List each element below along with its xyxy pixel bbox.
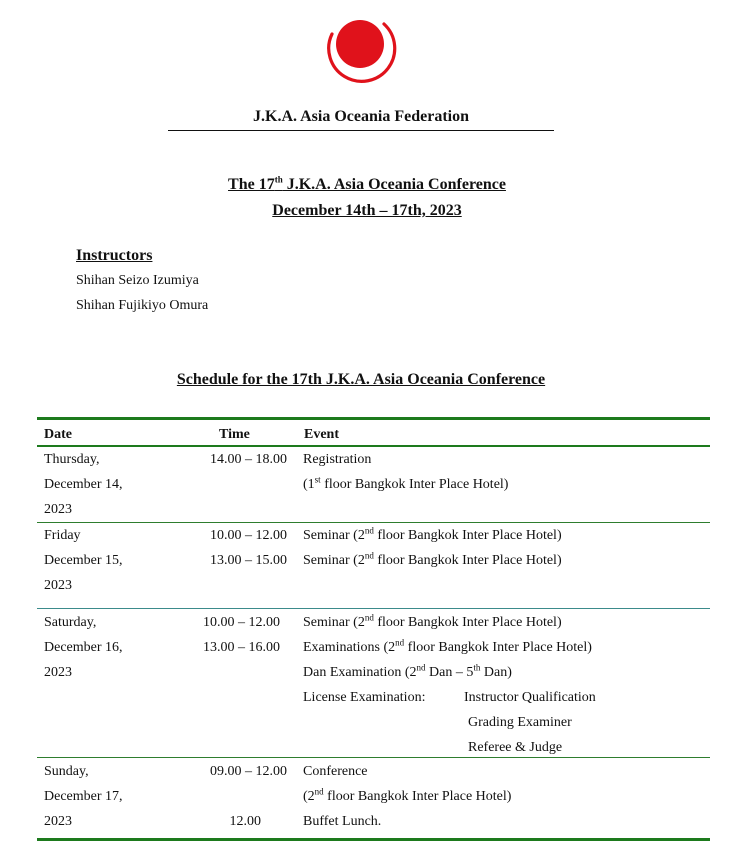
row-date: Saturday, December 16, 2023 bbox=[44, 615, 123, 680]
row-date: Sunday, December 17, 2023 bbox=[44, 764, 123, 829]
row-date: Thursday, December 14, 2023 bbox=[44, 452, 123, 517]
header-time: Time bbox=[219, 427, 250, 442]
row-time: 10.00 – 12.00 13.00 – 16.00 bbox=[203, 615, 280, 655]
jka-logo-icon bbox=[320, 10, 400, 96]
instructor-name: Shihan Seizo Izumiya bbox=[76, 273, 199, 288]
row-time: 09.00 – 12.00 12.00 bbox=[210, 764, 287, 829]
table-row bbox=[37, 609, 710, 757]
row-event: Seminar (2nd floor Bangkok Inter Place Hotel) Examinations (2nd floor Bangkok Inter Place Hotel) Dan Examination (2nd Dan – 5th Dan) License Examination: bbox=[303, 612, 592, 705]
schedule-title: Schedule for the 17th J.K.A. Asia Oceania Conference bbox=[176, 371, 546, 388]
instructors-heading: Instructors bbox=[76, 247, 153, 264]
table-row bbox=[37, 758, 710, 838]
row-date: Friday December 15, 2023 bbox=[44, 528, 123, 593]
schedule-table bbox=[37, 417, 710, 841]
row-event: Conference (2nd floor Bangkok Inter Place Hotel) Buffet Lunch. bbox=[303, 764, 512, 829]
conference-dates: December 14th – 17th, 2023 bbox=[272, 202, 462, 219]
row-event: Registration (1st floor Bangkok Inter Place Hotel) bbox=[303, 452, 509, 492]
license-types: Instructor Qualification Grading Examiner Referee & Judge bbox=[464, 690, 596, 755]
header-event: Event bbox=[304, 427, 339, 442]
federation-name: J.K.A. Asia Oceania Federation bbox=[168, 108, 554, 131]
header-date: Date bbox=[44, 427, 72, 442]
row-time: 14.00 – 18.00 bbox=[210, 452, 287, 467]
conference-title-block bbox=[0, 172, 734, 224]
table-header-row bbox=[37, 420, 710, 445]
row-time: 10.00 – 12.00 13.00 – 15.00 bbox=[210, 528, 287, 568]
row-event: Seminar (2nd floor Bangkok Inter Place Hotel) Seminar (2nd floor Bangkok Inter Place Hotel) bbox=[303, 525, 562, 568]
instructors-section bbox=[76, 247, 208, 318]
table-row bbox=[37, 523, 710, 608]
conference-title: The 17th J.K.A. Asia Oceania Conference bbox=[228, 174, 506, 193]
instructor-name: Shihan Fujikiyo Omura bbox=[76, 298, 209, 313]
table-rule bbox=[37, 838, 710, 841]
table-row bbox=[37, 447, 710, 522]
